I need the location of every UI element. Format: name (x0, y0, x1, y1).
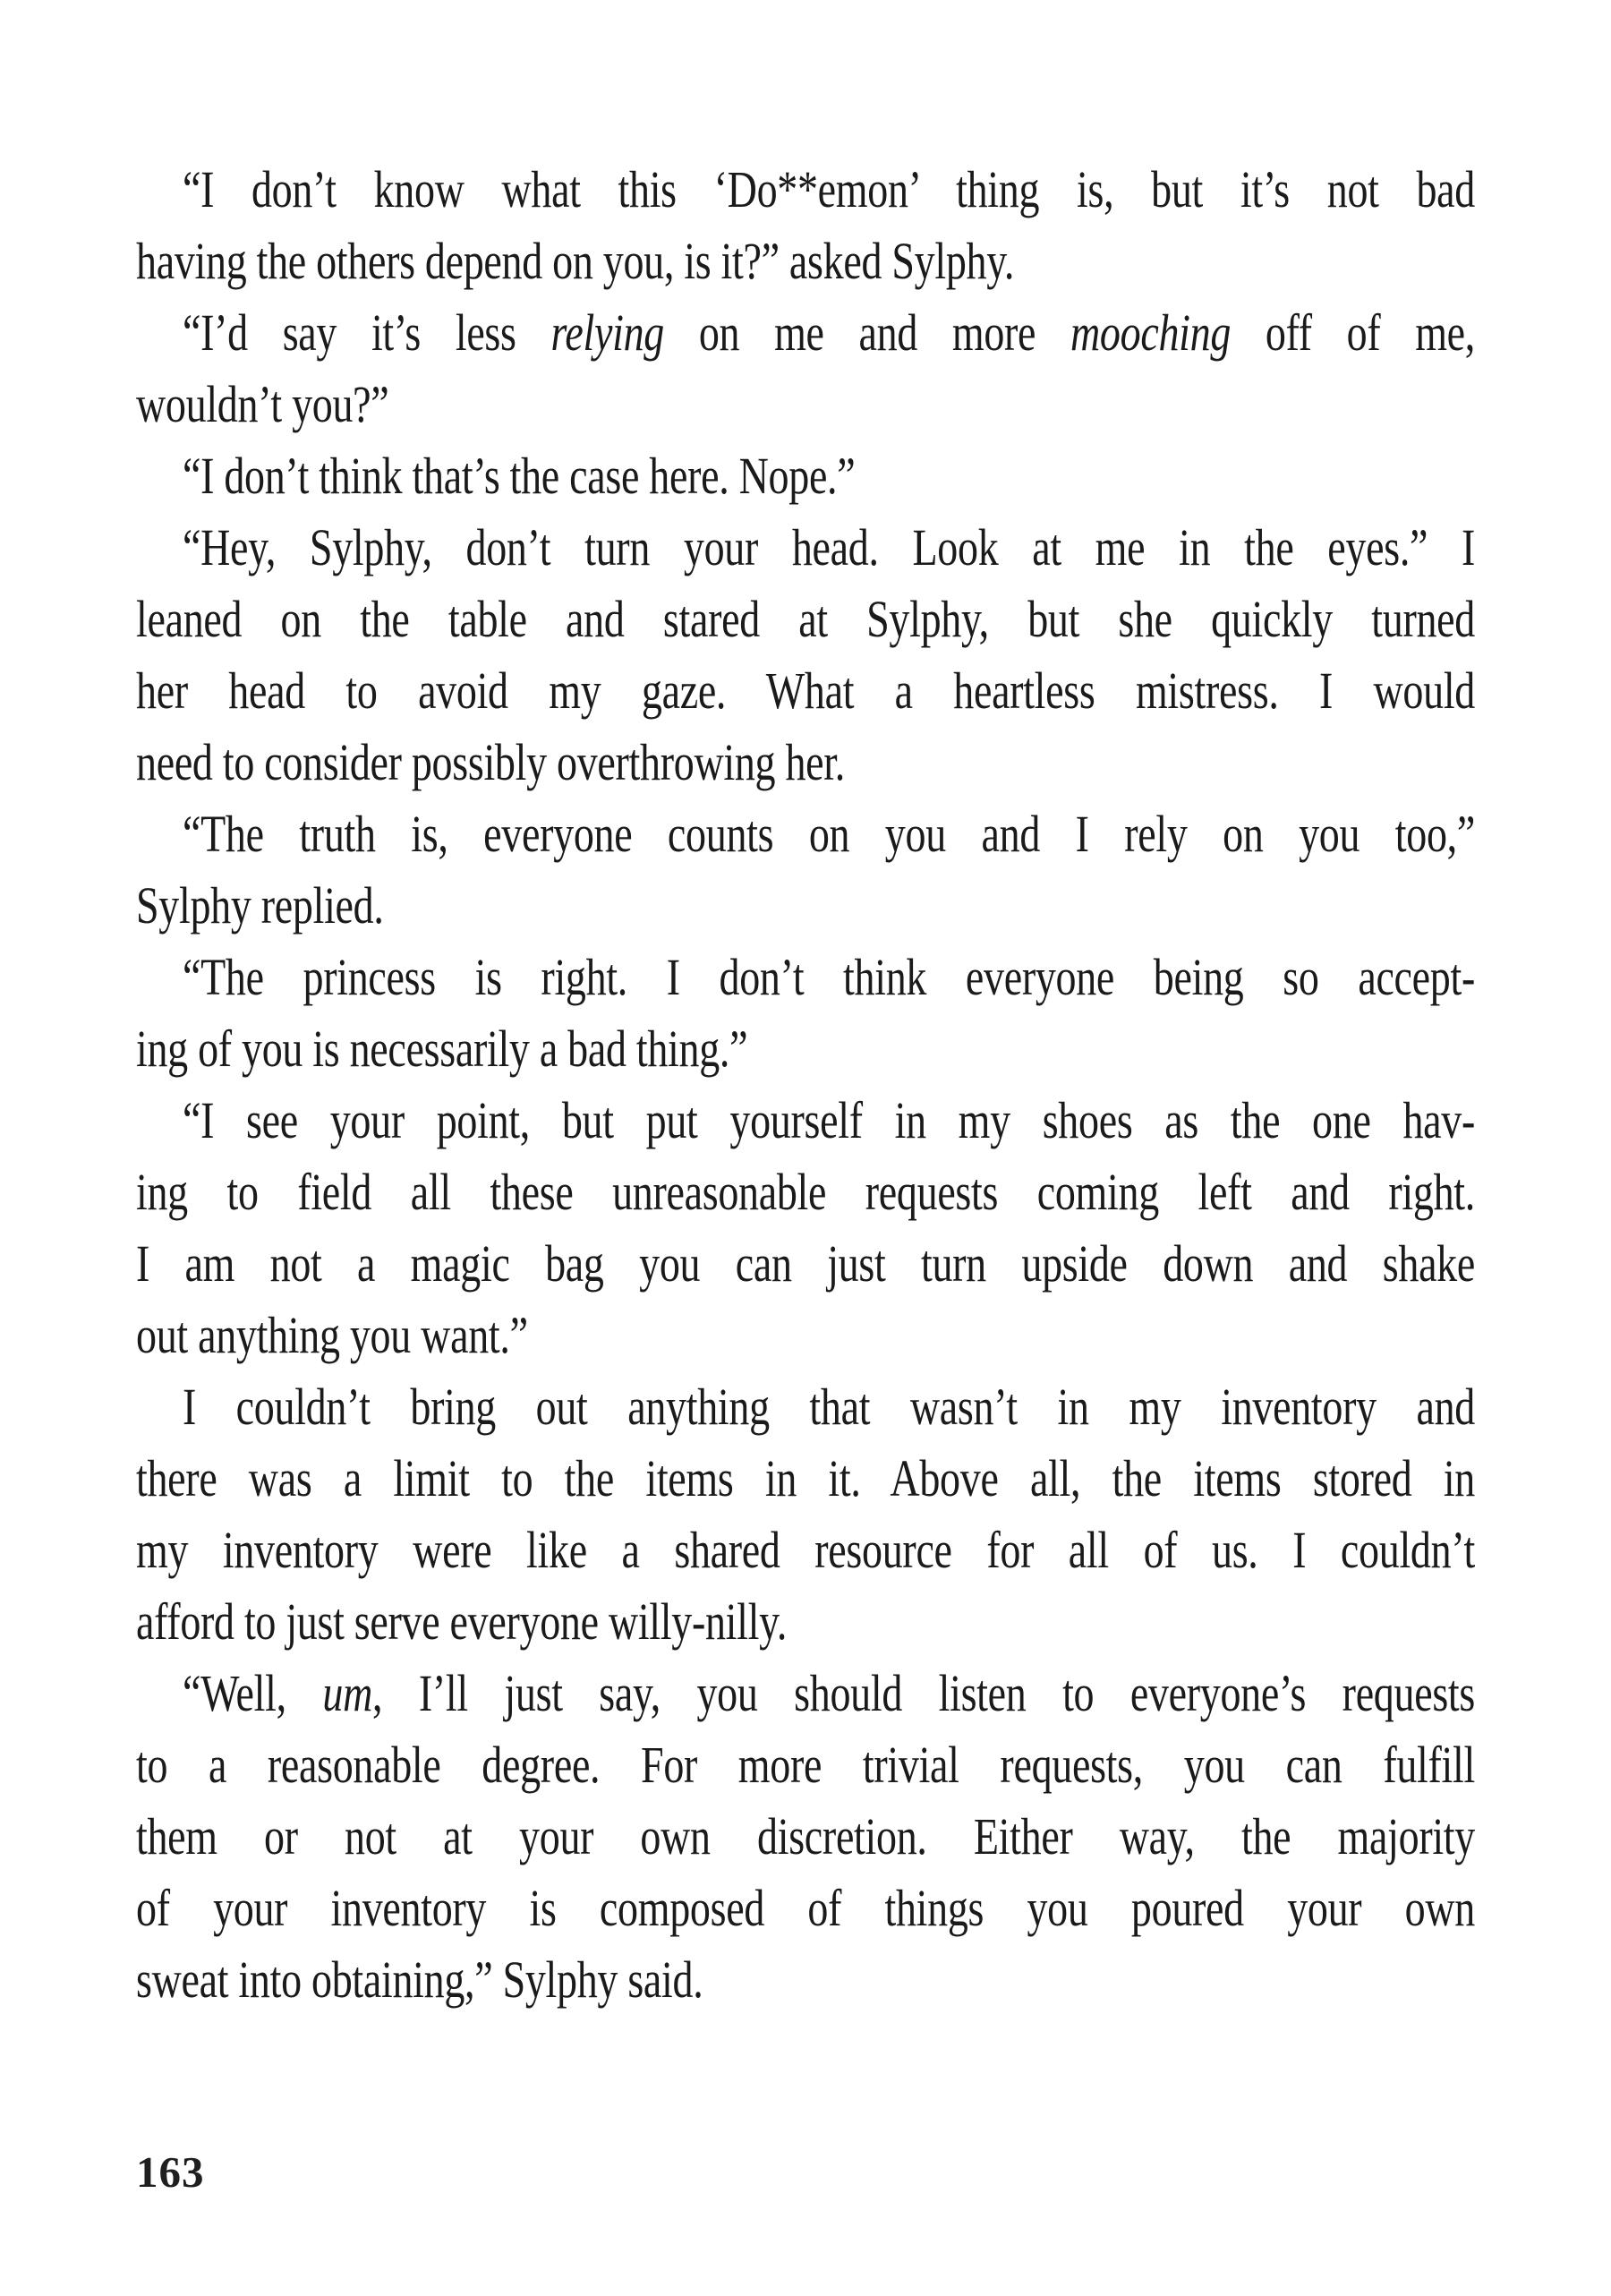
text-run: ing to field all these unreasonable requests coming left and right. (136, 1163, 1475, 1221)
text-run: afford to just serve everyone willy-nilly. (136, 1592, 788, 1651)
text-run: leaned on the table and stared at Sylphy, but she quickly turned (136, 590, 1475, 648)
text-run: “Hey, Sylphy, don’t turn your head. Look at me in the eyes.” I (183, 518, 1475, 576)
page-number: 163 (136, 2147, 205, 2197)
text-run: wouldn’t you?” (136, 375, 389, 433)
text-run: “I don’t think that’s the case here. Nope.” (183, 447, 856, 505)
italic-text-run: mooching (1070, 303, 1232, 362)
text-run: out anything you want.” (136, 1306, 528, 1364)
text-run: to a reasonable degree. For more trivial requests, you can fulfill (136, 1736, 1475, 1794)
text-run: having the others depend on you, is it?” asked Sylphy. (136, 232, 1015, 290)
text-run: “The princess is right. I don’t think everyone being so accept- (183, 948, 1475, 1006)
text-run: I am not a magic bag you can just turn upside down and shake (136, 1234, 1475, 1293)
text-run: of your inventory is composed of things you poured your own (136, 1879, 1475, 1937)
text-run: I couldn’t bring out anything that wasn’t in my inventory and (183, 1378, 1475, 1436)
text-run: her head to avoid my gaze. What a heartless mistress. I would (136, 661, 1475, 720)
text-block (136, 154, 1475, 2016)
text-run: there was a limit to the items in it. Above all, the items stored in (136, 1449, 1475, 1507)
text-run: “The truth is, everyone counts on you and I rely on you too,” (183, 805, 1475, 863)
text-line (136, 1935, 1475, 2026)
text-run: ing of you is necessarily a bad thing.” (136, 1020, 748, 1078)
text-run: “Well, (183, 1664, 323, 1722)
text-run: “I’d say it’s less (183, 303, 551, 362)
italic-text-run: relying (550, 303, 664, 362)
text-run: “I see your point, but put yourself in my shoes as the one hav- (183, 1091, 1475, 1149)
text-run: need to consider possibly overthrowing her. (136, 733, 845, 791)
text-run: them or not at your own discretion. Either way, the majority (136, 1807, 1475, 1865)
text-run: off of me, (1231, 303, 1475, 362)
text-run: Sylphy replied. (136, 876, 384, 935)
italic-text-run: um (322, 1664, 373, 1722)
text-run: my inventory were like a shared resource for all of us. I couldn’t (136, 1521, 1475, 1579)
text-run: , I’ll just say, you should listen to everyone’s requests (372, 1664, 1476, 1722)
text-run: on me and more (663, 303, 1071, 362)
text-run: sweat into obtaining,” Sylphy said. (136, 1950, 703, 2009)
text-run: “I don’t know what this ‘Do**emon’ thing is, but it’s not bad (183, 160, 1475, 218)
